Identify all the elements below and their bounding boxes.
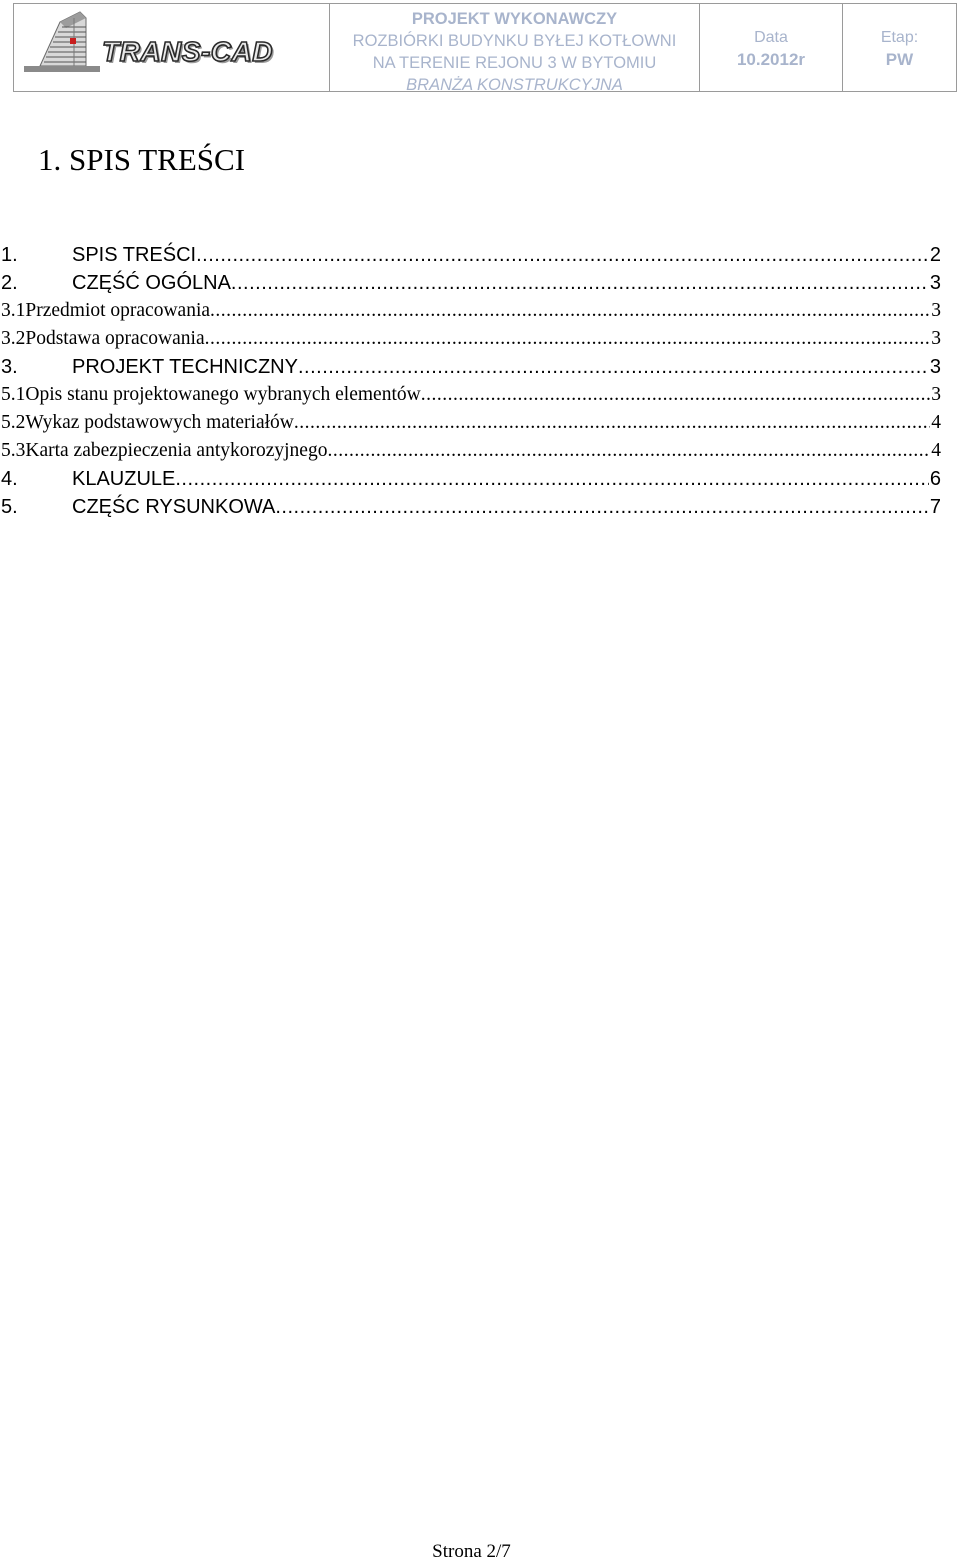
toc-dot-leader (421, 382, 931, 408)
toc-dot-leader (210, 298, 930, 324)
toc-entry[interactable] (1, 494, 941, 520)
stage-label: Etap: (880, 29, 919, 46)
toc-entry-title: Przedmiot opracowania (25, 300, 211, 321)
toc-dot-leader (298, 354, 929, 380)
toc-entry-page: 3 (931, 300, 941, 321)
date-label: Data (754, 29, 788, 46)
toc-dot-leader (231, 270, 929, 296)
date-value: 10.2012r (736, 50, 806, 69)
project-branch: BRANŻA KONSTRUKCYJNA (406, 76, 623, 94)
logo-wordmark: TRANS-CAD (102, 36, 273, 67)
toc-entry-page: 7 (929, 496, 941, 518)
toc-entry[interactable] (1, 382, 941, 408)
toc-entry[interactable] (1, 270, 941, 296)
toc-entry-number: 2. (1, 272, 18, 294)
date-cell (700, 4, 843, 91)
project-title-line1: ROZBIÓRKI BUDYNKU BYŁEJ KOTŁOWNI (352, 32, 677, 50)
project-title-line2: NA TERENIE REJONU 3 W BYTOMIU (372, 54, 657, 72)
toc-entry-title: KLAUZULE (72, 468, 176, 490)
toc-entry-page: 3 (929, 272, 941, 294)
toc-dot-leader (196, 242, 929, 268)
toc-dot-leader (175, 466, 929, 492)
page-number-footer: Strona 2/7 (432, 1541, 511, 1562)
toc-entry[interactable] (1, 410, 941, 436)
stage-value: PW (885, 50, 914, 69)
toc-entry-page: 3 (931, 384, 941, 405)
toc-entry-number: 1. (1, 244, 18, 266)
toc-entry-number: 3.2 (1, 328, 26, 349)
toc-entry-title: Opis stanu projektowanego wybranych elementów (25, 384, 421, 405)
toc-entry-title: Wykaz podstawowych materiałów (25, 412, 294, 433)
toc-entry-number: 3. (1, 356, 18, 378)
logo-cell (14, 4, 330, 91)
toc-entry[interactable] (1, 242, 941, 268)
section-heading: 1. SPIS TREŚCI (38, 142, 246, 177)
project-title-cell (330, 4, 700, 94)
toc-dot-leader (275, 494, 929, 520)
toc-entry-number: 3.1 (1, 300, 26, 321)
toc-entry-page: 3 (929, 356, 941, 378)
toc-entry-page: 3 (931, 328, 941, 349)
toc-entry-page: 2 (929, 244, 941, 266)
toc-entry-page: 4 (931, 440, 941, 461)
toc-entry[interactable] (1, 438, 941, 464)
toc-entry[interactable] (1, 354, 941, 380)
toc-entry[interactable] (1, 326, 941, 352)
toc-entry-title: Karta zabezpieczenia antykorozyjnego (25, 440, 328, 461)
toc-entry-title: Podstawa opracowania (25, 328, 205, 349)
toc-entry-number: 5. (1, 496, 18, 518)
toc-dot-leader (294, 410, 930, 436)
toc-entry-title: PROJEKT TECHNICZNY (72, 356, 298, 378)
toc-entry[interactable] (1, 466, 941, 492)
toc-dot-leader (205, 326, 931, 352)
toc-entry-title: CZĘŚĆ OGÓLNA (72, 272, 231, 294)
toc-entry-number: 5.2 (1, 412, 26, 433)
document-header (13, 3, 957, 92)
toc-entry-page: 4 (931, 412, 941, 433)
toc-entry-number: 5.3 (1, 440, 26, 461)
toc-entry-title: SPIS TREŚCI (72, 244, 197, 266)
toc-dot-leader (327, 438, 930, 464)
stage-cell (843, 4, 956, 91)
toc-entry-title: CZĘŚC RYSUNKOWA (72, 496, 276, 518)
toc-entry-number: 5.1 (1, 384, 26, 405)
toc-entry-page: 6 (929, 468, 941, 490)
project-type: PROJEKT WYKONAWCZY (411, 10, 618, 28)
toc-entry[interactable] (1, 298, 941, 324)
toc-entry-number: 4. (1, 468, 18, 490)
